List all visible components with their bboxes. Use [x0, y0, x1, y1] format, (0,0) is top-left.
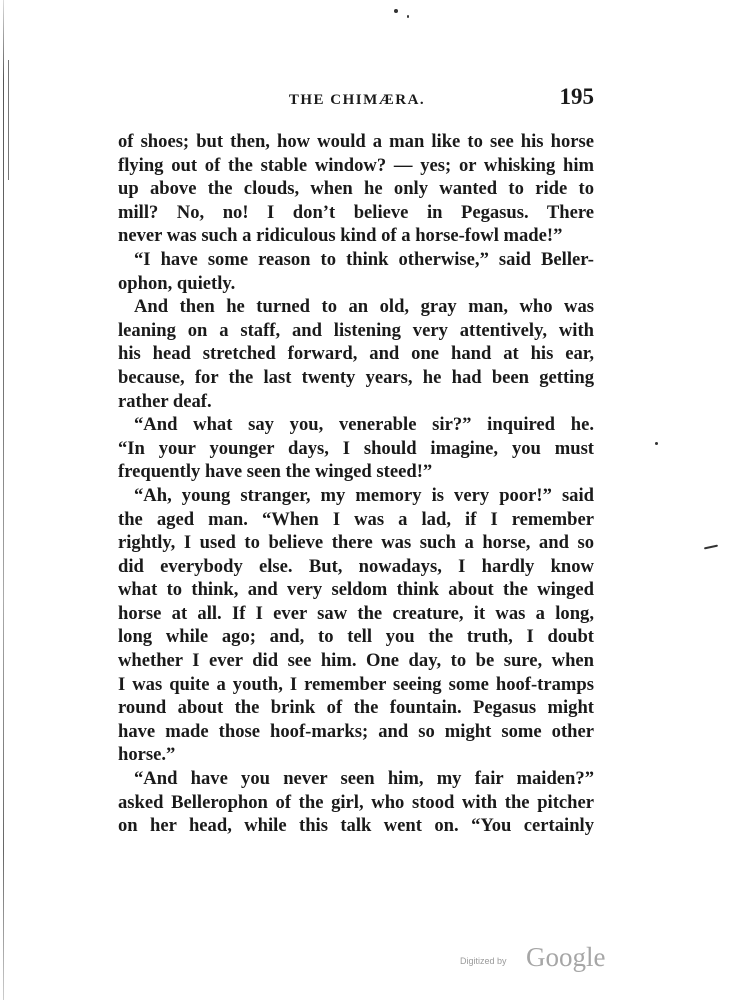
text-line: long while ago; and, to tell you the truth, I doubt	[118, 626, 594, 648]
ink-speck	[655, 442, 658, 445]
text-line: rightly, I used to believe there was such a horse, and so	[118, 532, 594, 554]
scan-edge-line	[3, 0, 4, 1000]
text-line: horse.”	[118, 744, 176, 766]
text-line: on her head, while this talk went on. “You certainly	[118, 815, 594, 837]
body-text	[118, 130, 594, 838]
text-line: have made those hoof-marks; and so might some other	[118, 720, 594, 742]
ink-speck	[704, 545, 718, 550]
text-line: whether I ever did see him. One day, to be sure, when	[118, 650, 594, 672]
text-line: of shoes; but then, how would a man like to see his horse	[118, 131, 594, 152]
text-line: leaning on a staff, and listening very attentively, with	[118, 319, 594, 341]
google-logo: Google	[526, 942, 606, 972]
text-line: I was quite a youth, I remember seeing some hoof-tramps	[118, 673, 594, 695]
text-line: flying out of the stable window? — yes; or whisking him	[118, 154, 594, 176]
running-title: THE CHIMÆRA.	[288, 92, 426, 108]
running-head	[118, 84, 596, 116]
text-line: round about the brink of the fountain. Pegasus might	[118, 697, 594, 719]
text-line: did everybody else. But, nowadays, I hardly know	[118, 555, 594, 577]
text-line: frequently have seen the winged steed!”	[118, 461, 433, 483]
scan-edge-mark	[8, 60, 9, 180]
text-line: what to think, and very seldom think about the winged	[118, 579, 594, 601]
page-number: 195	[559, 84, 594, 109]
text-line: ophon, quietly.	[118, 272, 236, 294]
ink-speck	[394, 9, 398, 13]
text-line: “In your younger days, I should imagine, you must	[118, 437, 594, 459]
text-line: “I have some reason to think otherwise,” said Beller-	[134, 248, 594, 270]
text-line: mill? No, no! I don’t believe in Pegasus. There	[118, 201, 594, 223]
text-line: horse at all. If I ever saw the creature, it was a long,	[118, 602, 594, 624]
text-line: his head stretched forward, and one hand at his ear,	[118, 343, 594, 365]
text-line: “And what say you, venerable sir?” inquired he.	[134, 414, 594, 436]
text-line: “Ah, young stranger, my memory is very poor!” said	[134, 484, 594, 506]
text-line: the aged man. “When I was a lad, if I remember	[118, 508, 594, 530]
watermark-prefix: Digitized by	[460, 956, 507, 966]
text-line: never was such a ridiculous kind of a horse-fowl made!”	[118, 225, 563, 247]
text-line: And then he turned to an old, gray man, who was	[134, 296, 594, 318]
text-line: because, for the last twenty years, he had been getting	[118, 366, 594, 388]
text-line: up above the clouds, when he only wanted to ride to	[118, 178, 594, 200]
text-line: rather deaf.	[118, 390, 212, 412]
text-line: “And have you never seen him, my fair maiden?”	[134, 768, 594, 790]
ink-speck	[407, 15, 409, 18]
text-line: asked Bellerophon of the girl, who stood with the pitcher	[118, 791, 594, 813]
